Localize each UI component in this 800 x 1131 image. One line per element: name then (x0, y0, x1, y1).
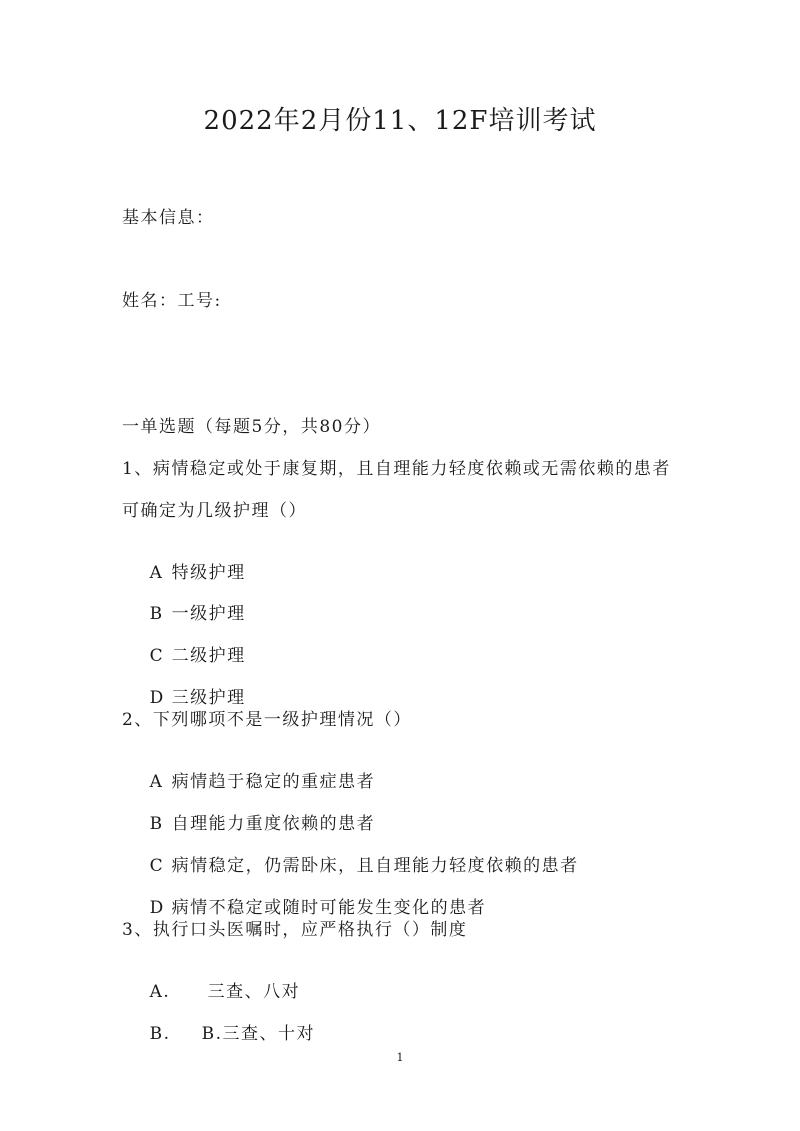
option-text: 三级护理 (171, 688, 246, 708)
option-letter: A. (149, 982, 171, 1002)
option-text: 病情稳定，仍需卧床，且自理能力轻度依赖的患者 (171, 856, 579, 876)
option-letter: D (149, 898, 165, 918)
name-id-label: 姓名：工号: (122, 291, 222, 311)
question-1-stem-line-1: 1、病情稳定或处于康复期，且自理能力轻度依赖或无需依赖的患者 (122, 459, 671, 479)
question-1-stem-line-2: 可确定为几级护理（） (122, 501, 307, 521)
option-text: 二级护理 (171, 646, 246, 666)
page-number: 1 (396, 1051, 404, 1064)
option-text: 一级护理 (171, 604, 246, 624)
option-letter: A (149, 563, 164, 583)
option-text: 特级护理 (171, 563, 246, 583)
option-letter: B (149, 604, 164, 624)
option-letter: D (149, 688, 165, 708)
option-text: 三查、八对 (207, 982, 301, 1002)
option-text: 自理能力重度依赖的患者 (171, 814, 376, 834)
page-title: 2022年2月份11、12F培训考试 (203, 106, 597, 136)
option-text: 病情趋于稳定的重症患者 (171, 772, 376, 792)
basic-info-label: 基本信息： (122, 208, 215, 228)
option-text: 病情不稳定或随时可能发生变化的患者 (171, 898, 487, 918)
question-3-stem: 3、执行口头医嘱时，应严格执行（）制度 (122, 920, 468, 940)
option-letter: B (149, 814, 164, 834)
question-2-stem: 2、下列哪项不是一级护理情况（） (122, 710, 412, 730)
option-letter: C (149, 856, 165, 876)
option-text: B.三查、十对 (201, 1024, 316, 1044)
option-letter: A (149, 772, 164, 792)
option-letter: B. (149, 1024, 171, 1044)
section-heading: 一单选题（每题5分，共80分） (122, 417, 381, 437)
option-letter: C (149, 646, 165, 666)
